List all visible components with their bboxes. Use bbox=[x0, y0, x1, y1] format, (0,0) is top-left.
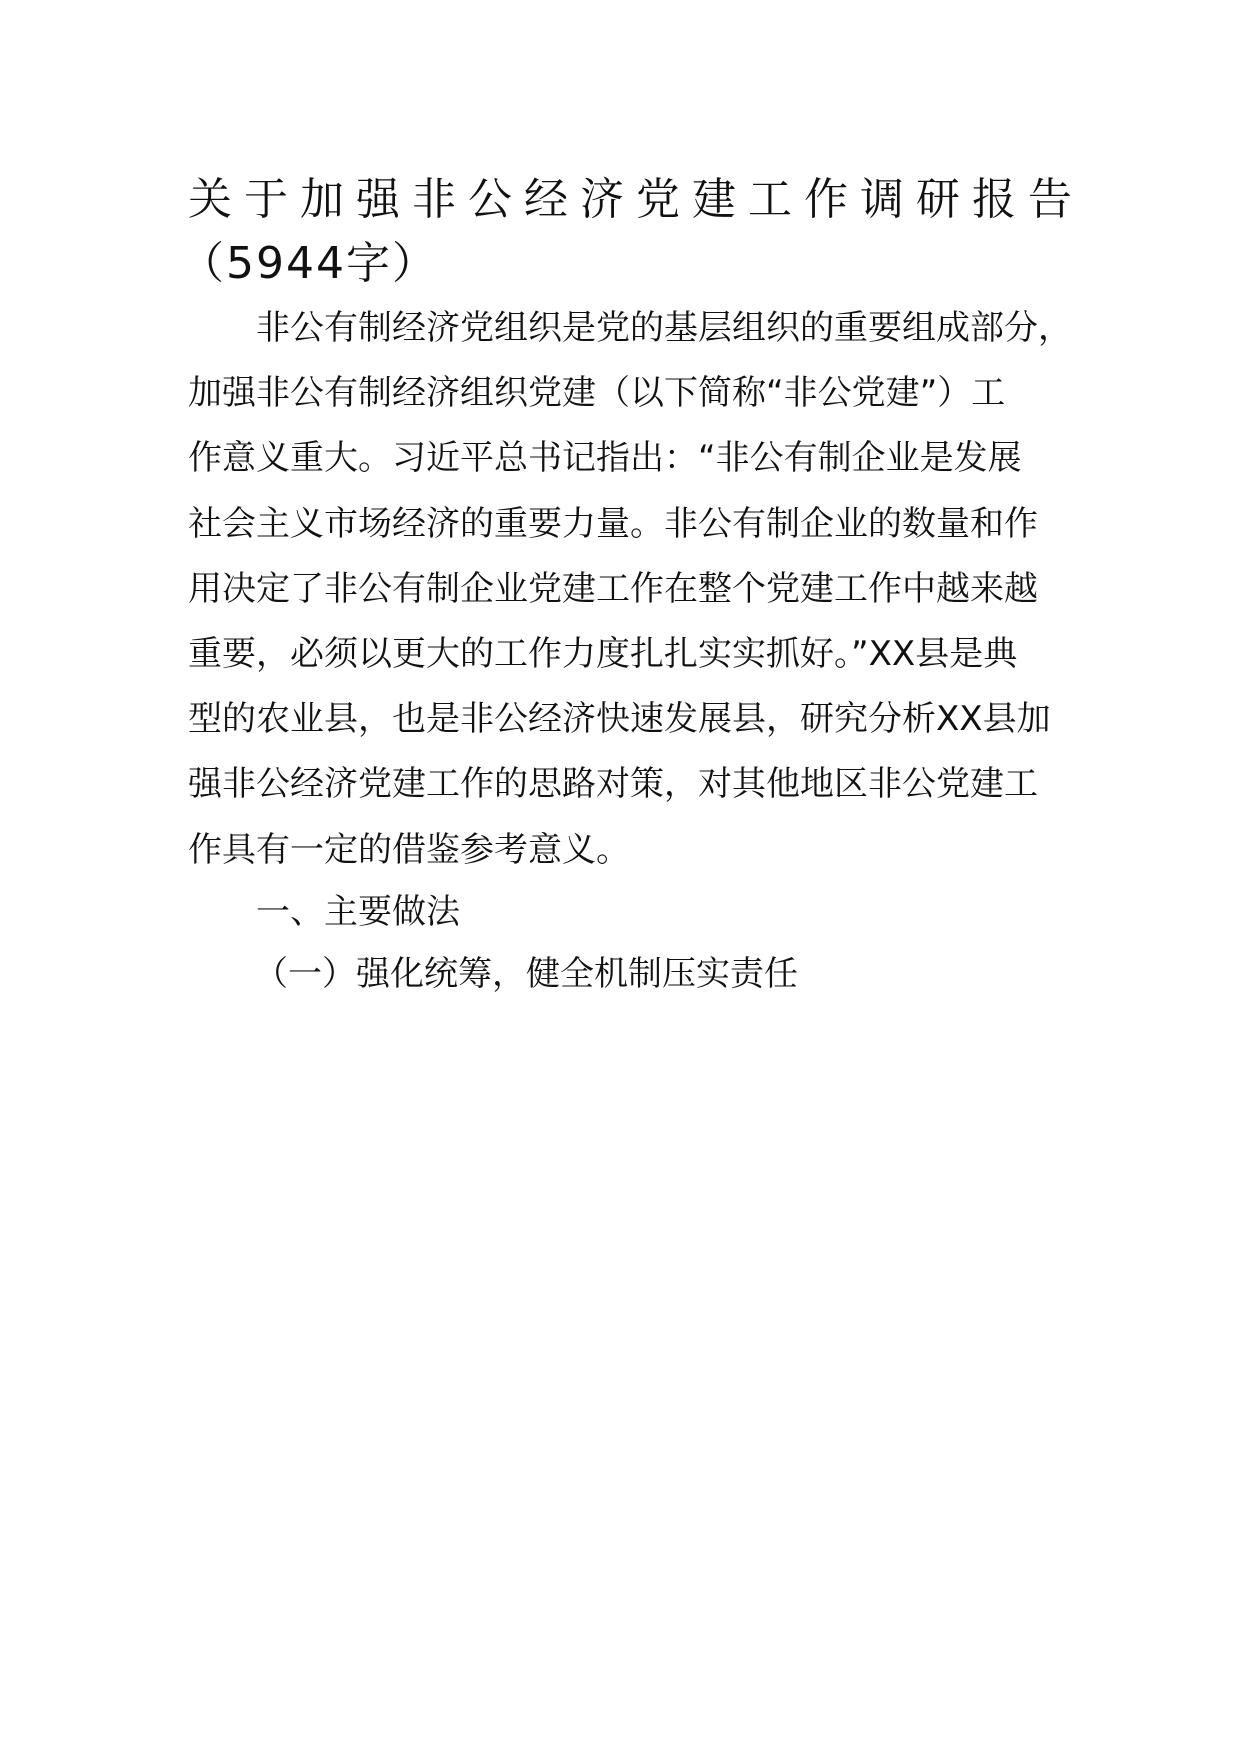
paragraph-line: 型的农业县，也是非公经济快速发展县，研究分析XX县加 bbox=[188, 699, 1051, 740]
subsection-heading: （一）强化统筹，健全机制压实责任 bbox=[254, 954, 798, 994]
paragraph-line: 作意义重大。习近平总书记指出：“非公有制企业是发展 bbox=[188, 438, 1022, 479]
paragraph-line: 用决定了非公有制企业党建工作在整个党建工作中越来越 bbox=[188, 568, 1038, 609]
title-line-1: 关于加强非公经济党建工作调研报告 bbox=[188, 174, 1084, 225]
document-title bbox=[180, 168, 1084, 296]
paragraph-line: 社会主义市场经济的重要力量。非公有制企业的数量和作 bbox=[188, 503, 1038, 544]
title-line-2: （5944字） bbox=[180, 238, 438, 289]
paragraph-line: 作具有一定的借鉴参考意义。 bbox=[188, 829, 630, 870]
paragraph-line: 非公有制经济党组织是党的基层组织的重要组成部分， bbox=[256, 308, 1072, 348]
section-heading: 一、主要做法 bbox=[256, 892, 460, 932]
paragraph-line: 加强非公有制经济组织党建（以下简称“非公党建”）工 bbox=[188, 373, 1006, 414]
paragraph-line: 重要，必须以更大的工作力度扎扎实实抓好。”XX县是典 bbox=[188, 634, 1018, 675]
intro-paragraph bbox=[188, 296, 1072, 883]
paragraph-line: 强非公经济党建工作的思路对策，对其他地区非公党建工 bbox=[188, 764, 1038, 805]
